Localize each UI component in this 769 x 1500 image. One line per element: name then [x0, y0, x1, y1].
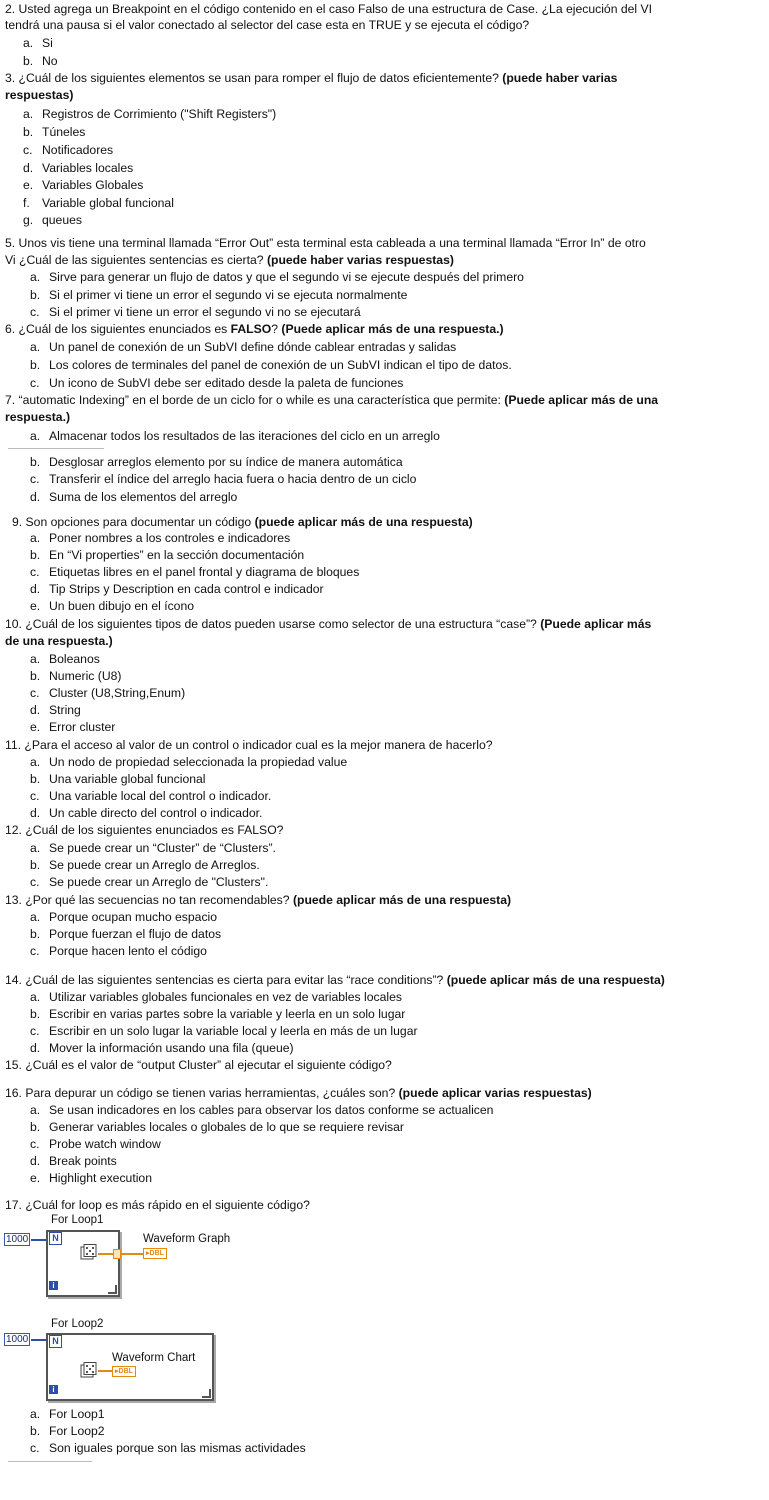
q16-option-c: c. Probe watch window — [30, 1137, 161, 1151]
q11-option-c: c. Una variable local del control o indicador. — [30, 789, 272, 803]
q6-text-line1: 6. ¿Cuál de los siguientes enunciados es FALSO? (Puede aplicar más de una respuesta.) — [5, 322, 504, 336]
q10-option-b: b. Numeric (U8) — [30, 669, 122, 683]
q7-text-line1: 7. “automatic Indexing” en el borde de un ciclo for o while es una característica que permite: (Puede aplicar más de una — [5, 393, 659, 407]
q12-option-b: b. Se puede crear un Arreglo de Arreglos. — [30, 858, 260, 872]
q11-option-b: b. Una variable global funcional — [30, 772, 206, 786]
q7-option-c: c. Transferir el índice del arreglo hacia fuera o hacia dentro de un ciclo — [30, 472, 417, 486]
q7-option-b: b. Desglosar arreglos elemento por su índice de manera automática — [30, 455, 403, 469]
q9-option-e: e. Un buen dibujo en el ícono — [30, 599, 195, 613]
q14-option-b: b. Escribir en varias partes sobre la variable y leerla en un solo lugar — [30, 1007, 406, 1021]
q9-option-c: c. Etiquetas libres en el panel frontal y diagrama de bloques — [30, 565, 360, 579]
loop1-output-tunnel — [113, 1249, 121, 1259]
q16-option-a: a. Se usan indicadores en los cables para observar los datos conforme se actualicen — [30, 1103, 494, 1117]
loop1-i-terminal: i — [49, 1281, 58, 1290]
q6-option-c: c. Un icono de SubVI debe ser editado desde la paleta de funciones — [30, 376, 404, 390]
q9-option-a: a. Poner nombres a los controles e indicadores — [30, 531, 291, 545]
q13-option-b: b. Porque fuerzan el flujo de datos — [30, 927, 222, 941]
q16-option-b: b. Generar variables locales o globales de lo que se requiere revisar — [30, 1120, 404, 1134]
q11-option-a: a. Un nodo de propiedad seleccionada la propiedad value — [30, 755, 348, 769]
q11-option-d: d. Un cable directo del control o indicador. — [30, 806, 263, 820]
q12-option-a: a. Se puede crear un “Cluster” de “Clusters”. — [30, 841, 276, 855]
q10-option-e: e. Error cluster — [30, 720, 116, 734]
q5-text-line2: Vi ¿Cuál de las siguientes sentencias es cierta? (puede haber varias respuestas) — [5, 253, 454, 267]
q13-option-a: a. Porque ocupan mucho espacio — [30, 910, 218, 924]
q3-text-line2: respuestas) — [5, 88, 74, 102]
q7-option-a: a. Almacenar todos los resultados de las iteraciones del ciclo en un arreglo — [30, 429, 440, 443]
q2-option-a: a. Si — [23, 36, 53, 50]
loop2-count-constant: 1000 — [6, 1334, 29, 1345]
q13-text-line1: 13. ¿Por qué las secuencias no tan recomendables? (puede aplicar más de una respuesta) — [5, 893, 512, 907]
q10-text-line1: 10. ¿Cuál de los siguientes tipos de datos pueden usarse como selector de una estructura “case”? (Puede aplicar más — [5, 617, 652, 631]
q2-text-line2: tendrá una pausa si el valor conectado al selector del case esta en TRUE y se ejecuta el código? — [5, 18, 530, 32]
q3-option-b: b. Túneles — [23, 125, 86, 139]
random-number-icon — [80, 1244, 97, 1260]
q14-option-d: d. Mover la información usando una fila (queue) — [30, 1041, 294, 1055]
q16-text-line1: 16. Para depurar un código se tienen varias herramientas, ¿cuáles son? (puede aplicar varias respuestas) — [5, 1086, 592, 1100]
q17-option-b: b. For Loop2 — [30, 1424, 105, 1438]
q6-option-b: b. Los colores de terminales del panel de conexión de un SubVI indican el tipo de datos. — [30, 358, 512, 372]
waveform-chart-terminal: ▸DBL — [112, 1366, 136, 1377]
q9-text-line1: 9. Son opciones para documentar un código (puede aplicar más de una respuesta) — [12, 515, 473, 529]
q6-option-a: a. Un panel de conexión de un SubVI define dónde cablear entradas y salidas — [30, 340, 457, 354]
q10-option-c: c. Cluster (U8,String,Enum) — [30, 686, 186, 700]
q9-option-d: d. Tip Strips y Description en cada control e indicador — [30, 582, 324, 596]
q3-option-g: g. queues — [23, 213, 82, 227]
q5-option-b: b. Si el primer vi tiene un error el segundo vi se ejecuta normalmente — [30, 288, 408, 302]
loop2-resize-corner — [202, 1389, 211, 1398]
loop1-resize-corner — [108, 1285, 117, 1294]
q3-option-a: a. Registros de Corrimiento ("Shift Registers") — [23, 107, 277, 121]
q17-option-a: a. For Loop1 — [30, 1407, 105, 1421]
divider — [8, 448, 104, 449]
q7-text-line2: respuesta.) — [5, 410, 71, 424]
q14-option-c: c. Escribir en un solo lugar la variable local y leerla en más de un lugar — [30, 1024, 418, 1038]
q14-text-line1: 14. ¿Cuál de las siguientes sentencias es cierta para evitar las “race conditions”? (puede aplicar más de una respuesta) — [5, 973, 665, 987]
q5-option-a: a. Sirve para generar un flujo de datos y que el segundo vi se ejecute después del primero — [30, 270, 524, 284]
random-number-icon — [80, 1362, 97, 1378]
q10-text-line2: de una respuesta.) — [5, 634, 113, 648]
q17-text-line1: 17. ¿Cuál for loop es más rápido en el siguiente código? — [5, 1198, 310, 1212]
q12-text-line1: 12. ¿Cuál de los siguientes enunciados es FALSO? — [5, 823, 284, 837]
q3-option-e: e. Variables Globales — [23, 178, 144, 192]
waveform-graph-label: Waveform Graph — [143, 1233, 231, 1245]
q16-option-d: d. Break points — [30, 1154, 117, 1168]
waveform-chart-label: Waveform Chart — [112, 1352, 196, 1364]
q15-text-line1: 15. ¿Cuál es el valor de “output Cluster” al ejecutar el siguiente código? — [5, 1058, 392, 1072]
for-loop1-label: For Loop1 — [51, 1214, 104, 1226]
loop1-output-wire — [121, 1253, 143, 1255]
q16-option-e: e. Highlight execution — [30, 1171, 152, 1185]
loop2-data-wire — [98, 1370, 112, 1372]
waveform-graph-terminal: ▸DBL — [143, 1248, 167, 1259]
q3-option-c: c. Notificadores — [23, 143, 114, 157]
q17-option-c: c. Son iguales porque son las mismas actividades — [30, 1441, 306, 1455]
q13-option-c: c. Porque hacen lento el código — [30, 944, 207, 958]
q7-option-d: d. Suma de los elementos del arreglo — [30, 490, 238, 504]
loop2-i-terminal: i — [49, 1385, 58, 1394]
q14-option-a: a. Utilizar variables globales funcionales en vez de variables locales — [30, 990, 402, 1004]
q3-option-d: d. Variables locales — [23, 161, 134, 175]
q5-option-c: c. Si el primer vi tiene un error el segundo vi no se ejecutará — [30, 305, 361, 319]
q5-text-line1: 5. Unos vis tiene una terminal llamada “Error Out” esta terminal esta cableada a una terminal llamada “Error In” de otro — [5, 236, 646, 250]
q2-option-b: b. No — [23, 54, 58, 68]
q12-option-c: c. Se puede crear un Arreglo de "Clusters". — [30, 875, 269, 889]
loop1-n-terminal: N — [49, 1232, 62, 1245]
footer-divider — [8, 1461, 92, 1462]
for-loop2-label: For Loop2 — [51, 1318, 104, 1330]
loop1-count-constant: 1000 — [6, 1234, 29, 1245]
q11-text-line1: 11. ¿Para el acceso al valor de un control o indicador cual es la mejor manera de hacerlo? — [5, 738, 493, 752]
loop1-data-wire — [98, 1253, 114, 1255]
q9-option-b: b. En “Vi properties” en la sección documentación — [30, 548, 305, 562]
loop2-n-terminal: N — [49, 1335, 62, 1348]
q3-option-f: f. Variable global funcional — [23, 196, 174, 210]
q2-text-line1: 2. Usted agrega un Breakpoint en el código contenido en el caso Falso de una estructura de Case. ¿La ejecución del VI — [5, 2, 653, 16]
q10-option-a: a. Boleanos — [30, 652, 100, 666]
q10-option-d: d. String — [30, 703, 81, 717]
q3-text-line1: 3. ¿Cuál de los siguientes elementos se usan para romper el flujo de datos eficientemente? (puede haber varias — [5, 71, 618, 85]
